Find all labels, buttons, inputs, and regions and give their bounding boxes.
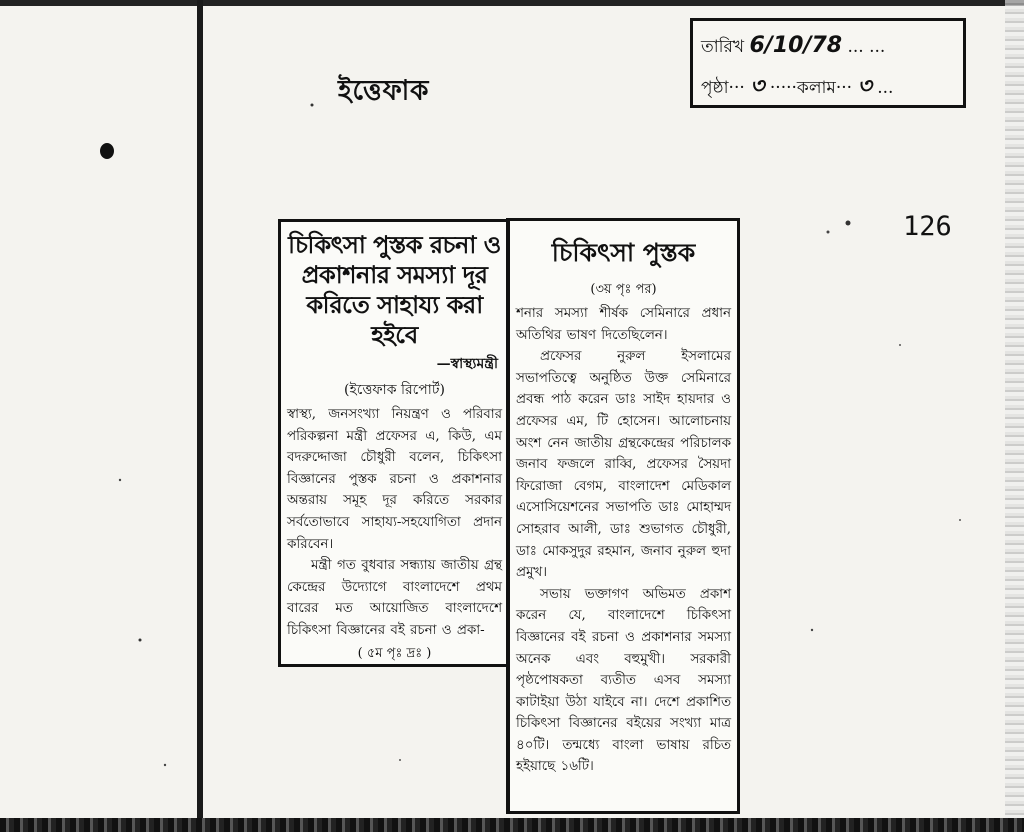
stamp-column-trail: ... bbox=[877, 78, 894, 98]
article-headline: চিকিৎসা পুস্তক রচনা ও প্রকাশনার সমস্যা দূর করিতে সাহায্য করা হইবে bbox=[288, 230, 501, 349]
clipping-right bbox=[506, 218, 740, 814]
newspaper-masthead: ইত্তেফাক bbox=[338, 75, 430, 107]
stamp-page-label: পৃষ্ঠা bbox=[701, 78, 729, 98]
stamp-page-row: পৃষ্ঠা··· ৩ ·····কলাম··· ৩ ... bbox=[701, 74, 894, 99]
stamp-date-trail: ... ... bbox=[847, 37, 886, 57]
archive-stamp bbox=[690, 18, 966, 108]
article-paragraph: প্রফেসর নুরুল ইসলামের সভাপতিত্বে অনুষ্ঠিত উক্ত সেমিনারে প্রবন্ধ পাঠ করেন ডাঃ সাইদ হায়দার ও প্রফেসর এম, টি হোসেন। আলোচনায় অংশ নেন জাতীয় গ্রন্থকেন্দ্রের পরিচালক জনাব ফজলে রাব্বি, প্রফেসর সৈয়দা ফিরোজা বেগম, বাংলাদেশ মেডিকাল এসোসিয়েশনের সভাপতি ডাঃ মোহাম্মদ সোহরাব আলী, ডাঃ শুভাগত চৌধুরী, ডাঃ মোকসুদুর রহমান, জনাব নুরুল হুদা প্রমুখ। bbox=[516, 349, 731, 581]
article-paragraph: মন্ত্রী গত বুধবার সন্ধ্যায় জাতীয় গ্রন্থ কেন্দ্রের উদ্যোগে বাংলাদেশে প্রথম বারের মত আয়োজিত বাংলাদেশে চিকিৎসা বিজ্ঞানের বই রচনা ও প্রকা- bbox=[287, 558, 502, 638]
margin-rule bbox=[197, 0, 203, 832]
continued-note: ( ৫ম পৃঃ দ্রঃ ) bbox=[357, 645, 432, 661]
stamp-date-value: 6/10/78 bbox=[749, 33, 843, 58]
scan-right-edge bbox=[1005, 0, 1024, 832]
stamp-date-row bbox=[701, 33, 885, 62]
scan-top-edge bbox=[0, 0, 1024, 6]
article-paragraph: সভায় ভক্তাগণ অভিমত প্রকাশ করেন যে, বাংলাদেশে চিকিৎসা বিজ্ঞানের বই রচনা ও প্রকাশনার সমস্যা অনেক এবং বহুমুখী। সরকারী পৃষ্ঠপোষকতা ব্যতীত এসব সমস্যা কাটাইয়া উঠা যাইবে না। দেশে প্রকাশিত চিকিৎসা বিজ্ঞানের বইয়ের সংখ্যা মাত্র ৪০টি। তন্মধ্যে বাংলা ভাষায় রচিত হইয়াছে ১৬টি। bbox=[516, 586, 731, 775]
report-credit: (ইত্তেফাক রিপোর্ট) bbox=[344, 382, 445, 398]
stamp-column-value: ৩ bbox=[857, 74, 872, 99]
stamp-date-label: তারিখ bbox=[701, 37, 745, 57]
stamp-page-value: ৩ bbox=[750, 74, 765, 99]
continued-from-note: (৩য় পৃঃ পর) bbox=[590, 282, 657, 297]
ink-spot bbox=[100, 143, 114, 159]
page-number: 126 bbox=[903, 211, 952, 242]
article-paragraph: স্বাস্থ্য, জনসংখ্যা নিয়ন্ত্রণ ও পরিবার পরিকল্পনা মন্ত্রী প্রফেসর এ, কিউ, এম বদরুদ্দোজা চৌধুরী বলেন, চিকিৎসা বিজ্ঞানের পুস্তক রচনা ও প্রকাশনার অন্তরায় সমূহ দূর করিতে সরকার সর্বতোভাবে সাহায্য-সহযোগিতা প্রদান করিবেন। bbox=[287, 407, 502, 552]
article-byline: —স্বাস্থ্যমন্ত্রী bbox=[436, 356, 498, 372]
scan-bottom-edge bbox=[0, 818, 1024, 832]
continuation-headline: চিকিৎসা পুস্তক bbox=[551, 238, 696, 267]
stamp-column-label: কলাম bbox=[796, 78, 836, 98]
clipping-left bbox=[278, 219, 511, 667]
article-paragraph: শনার সমস্যা শীর্ষক সেমিনারে প্রধান অতিথির ভাষণ দিতেছিলেন। bbox=[516, 306, 731, 343]
